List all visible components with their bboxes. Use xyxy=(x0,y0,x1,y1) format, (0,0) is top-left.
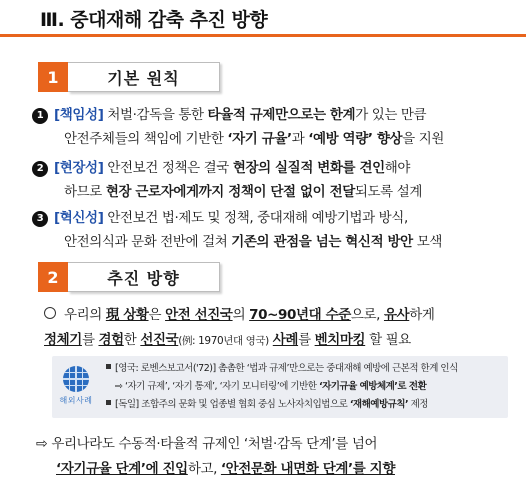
emphasis: 현장 근로자에게까지 정책이 단절 없이 전달 xyxy=(105,184,355,200)
overseas-badge xyxy=(58,366,94,406)
principle-tag: [혁신성] xyxy=(54,210,104,226)
text: 을 지원 xyxy=(402,131,444,147)
page-title: Ⅲ. 중대재해 감축 추진 방향 xyxy=(40,9,268,31)
principle-innovation xyxy=(32,206,506,254)
emphasis: 벤치마킹 xyxy=(314,332,366,348)
emphasis: ‘자기규율 단계’에 진입 xyxy=(56,461,188,477)
title-underline xyxy=(0,34,526,37)
conclusion-paragraph xyxy=(36,432,510,480)
text: 안전보건 정책은 결국 xyxy=(103,160,233,176)
text: 하고, xyxy=(187,461,221,477)
text: 으로, xyxy=(350,307,384,323)
square-bullet-icon xyxy=(106,364,111,369)
emphasis: ‘안전문화 내면화 단계’를 지향 xyxy=(220,461,395,477)
text: 우리나라도 수동적·타율적 규제인 ‘처벌·감독 단계’를 넘어 xyxy=(51,436,378,452)
text: 를 xyxy=(81,332,99,348)
section-header-direction xyxy=(38,262,220,292)
text: 은 xyxy=(148,307,166,323)
section-title: 기본 원칙 xyxy=(68,62,220,92)
emphasis: 現 상황 xyxy=(105,307,149,323)
emphasis: 경험 xyxy=(98,332,124,348)
text: 의 xyxy=(232,307,250,323)
emphasis: 타율적 규제만으로는 한계 xyxy=(207,107,356,123)
section-number: 1 xyxy=(38,62,68,92)
text: ⇨ ‘자기 규제’, ‘자기 통제’, ‘자기 모니터링’에 기반한 xyxy=(115,381,319,392)
text: [영국: 로벤스보고서('72)] 촘촘한 ‘법과 규제’만으로는 중대재해 예방에 근본적 한계 인식 xyxy=(115,363,458,374)
text: 안전주체들의 책임에 기반한 xyxy=(64,131,228,147)
emphasis: ‘예방 역량’ 향상 xyxy=(308,131,403,147)
emphasis: ‘재해예방규칙’ xyxy=(349,399,409,410)
text: 를 xyxy=(298,332,315,348)
arrow-icon: ⇨ xyxy=(36,436,48,452)
section-title: 추진 방향 xyxy=(68,262,220,292)
text: 되도록 설계 xyxy=(354,184,422,200)
text: 하므로 xyxy=(64,184,106,200)
section-number: 2 xyxy=(38,262,68,292)
emphasis: 정체기 xyxy=(44,332,82,348)
text: 안전보건 법·제도 및 정책, 중대재해 예방기법과 방식, xyxy=(103,210,408,226)
number-badge: 3 xyxy=(32,211,48,227)
number-badge: 2 xyxy=(32,161,48,177)
overseas-label: 해외사례 xyxy=(59,396,93,405)
text: 처벌·감독을 통한 xyxy=(103,107,208,123)
overseas-lines xyxy=(106,360,506,414)
principle-fieldness xyxy=(32,156,506,204)
text: 하게 xyxy=(409,307,435,323)
text: 우리의 xyxy=(64,307,106,323)
bullet-circle-icon xyxy=(44,307,56,319)
title-bar xyxy=(0,0,526,36)
text: 한 xyxy=(123,332,141,348)
text: [독일] 조합주의 문화 및 업종별 협회 중심 노사자치입법으로 xyxy=(115,399,350,410)
emphasis: ‘자기규율 예방체계’로 전환 xyxy=(318,381,427,392)
text: 할 필요 xyxy=(365,332,411,348)
text: 가 있는 만큼 xyxy=(355,107,427,123)
globe-icon xyxy=(63,366,89,392)
emphasis: 70~90년대 수준 xyxy=(249,307,351,323)
principle-tag: [책임성] xyxy=(54,107,104,123)
emphasis: 선진국 xyxy=(140,332,179,348)
square-bullet-icon xyxy=(106,400,111,405)
example-note: (例: 1970년대 영국) xyxy=(178,335,269,347)
emphasis: 현장의 실질적 변화를 견인 xyxy=(232,160,385,176)
principle-responsibility xyxy=(32,103,506,151)
emphasis: 기존의 관점을 넘는 혁신적 방안 xyxy=(231,234,413,250)
section-header-basic-principles xyxy=(38,62,220,92)
text: 안전의식과 문화 전반에 걸쳐 xyxy=(64,234,232,250)
text: 해야 xyxy=(384,160,411,176)
overseas-cases-box xyxy=(52,356,508,418)
principle-tag: [현장성] xyxy=(54,160,104,176)
text: 과 xyxy=(291,131,309,147)
emphasis: ‘자기 규율’ xyxy=(227,131,292,147)
emphasis: 사례 xyxy=(272,332,299,348)
emphasis: 유사 xyxy=(383,307,410,323)
emphasis: 안전 선진국 xyxy=(165,307,233,323)
text: 제정 xyxy=(408,399,428,410)
direction-paragraph xyxy=(44,303,510,354)
number-badge: 1 xyxy=(32,108,48,124)
text: 모색 xyxy=(412,234,442,250)
